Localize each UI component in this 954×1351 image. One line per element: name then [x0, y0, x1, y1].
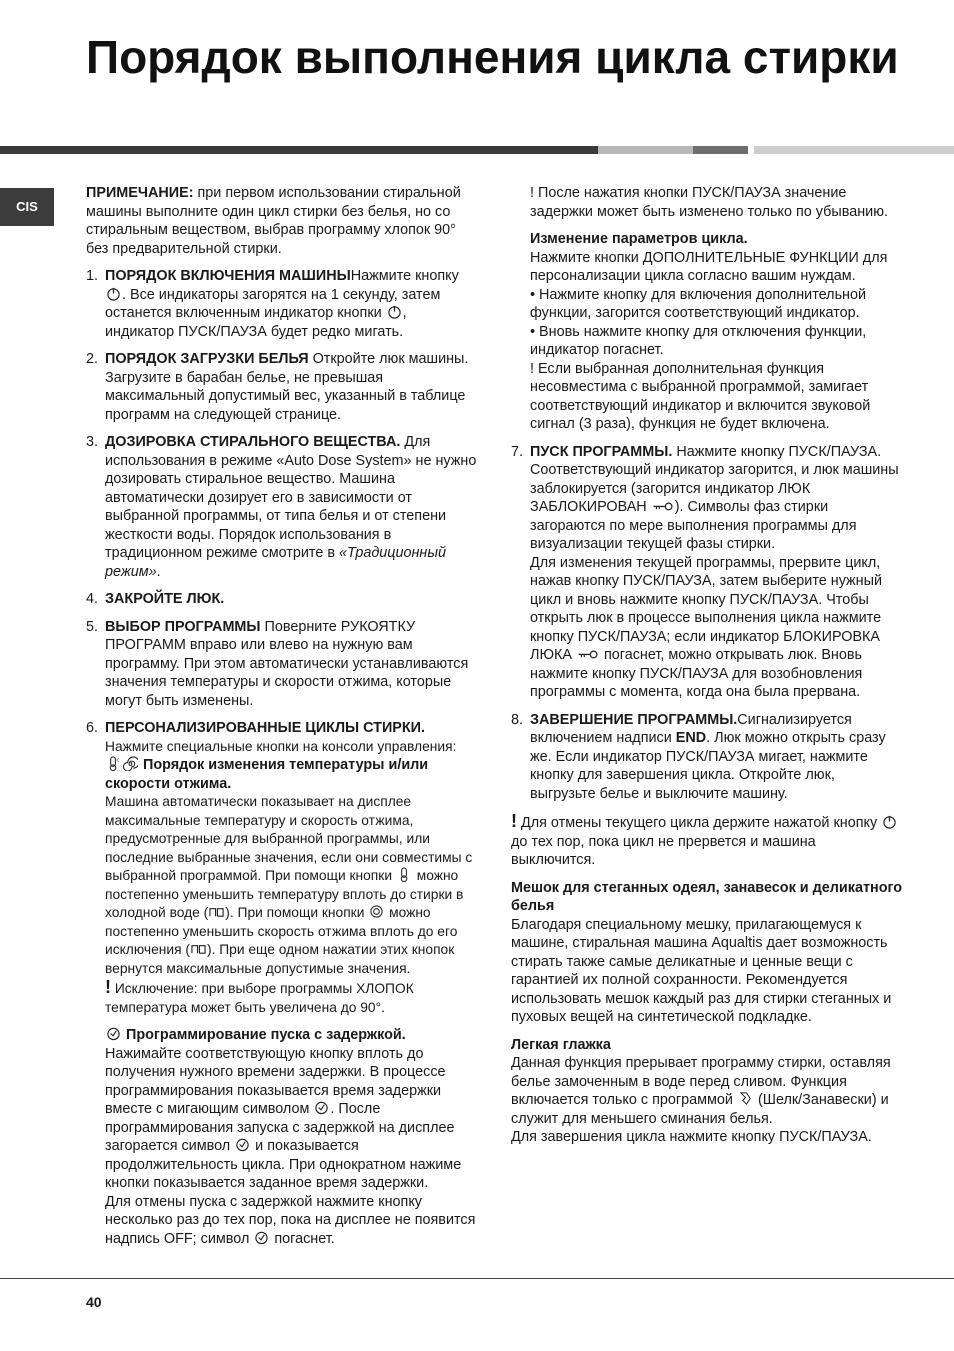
- page-number: 40: [86, 1294, 102, 1310]
- step-title: ДОЗИРОВКА СТИРАЛЬНОГО ВЕЩЕСТВА.: [105, 434, 401, 450]
- step-text: . Все индикаторы загорятся на 1 секунду, затем останется включенным индикатор кнопки: [105, 286, 441, 321]
- temperature-icon: [106, 756, 121, 771]
- step-text: , индикатор ПУСК/ПАУЗА будет редко мигать.: [105, 305, 407, 340]
- step-title: ЗАВЕРШЕНИЕ ПРОГРАММЫ.: [530, 711, 738, 728]
- step-text: Откройте люк машины. Загрузите в барабан белье, не превышая максимальный допустимый вес, указанный в таблице программ на следующей странице.: [105, 351, 469, 423]
- silk-curtains-icon: [738, 1091, 753, 1106]
- off-symbol-icon: [209, 904, 224, 919]
- warning-icon: !: [105, 977, 111, 997]
- door-lock-icon: [652, 498, 674, 513]
- header-rule-segment: [598, 146, 693, 154]
- warning-icon: !: [511, 811, 517, 831]
- cancel-cycle-note: [511, 812, 903, 870]
- header-rule-segment: [754, 146, 954, 154]
- iron-title: Легкая глажка: [511, 1036, 611, 1053]
- step-title: ПОРЯДОК ВКЛЮЧЕНИЯ МАШИНЫ: [105, 268, 351, 284]
- step-number: 8.: [511, 711, 524, 728]
- step-italic-ref: «Традиционный режим»: [105, 545, 446, 580]
- step-text: Для завершения цикла нажмите кнопку ПУСК/ПАУЗА.: [511, 1129, 872, 1145]
- svg-text:c: c: [116, 757, 120, 764]
- iron-section: [511, 1036, 903, 1147]
- temp-spin-text: [105, 793, 478, 1017]
- note-label: ПРИМЕЧАНИЕ:: [86, 185, 194, 201]
- step-3: [86, 433, 478, 581]
- step-text: ). При еще одном нажатии этих кнопок вернутся максимальные допустимые значения.: [105, 942, 455, 976]
- bag-text: Благодаря специальному мешку, прилагающемуся к машине, стиральная машина Aqualtis дает возможность стирать также самые деликатные и ценные вещи с гарантией их полной сохранности. Рекомендуется использовать мешок каждый раз для стирки стеганных и пуховых вещей на синтетической подкладке.: [511, 916, 892, 1025]
- step-text: Сигнализируется включением надписи: [530, 711, 852, 746]
- power-icon: [387, 304, 402, 319]
- door-lock-icon: [577, 646, 599, 661]
- bullet-item: • Нажмите кнопку для включения дополнительной функции, загорится соответствующий индикатор.: [530, 286, 867, 321]
- step-number: 6.: [86, 720, 99, 736]
- note-text: при первом использовании стиральной машины выполните один цикл стирки без белья, но со стиральным веществом, выбрав программу хлопок 90° без предварительной стирки.: [86, 185, 461, 257]
- change-params-text: Нажмите кнопки ДОПОЛНИТЕЛЬНЫЕ ФУНКЦИИ для персонализации цикла согласно вашим нуждам.: [530, 249, 888, 284]
- temp-spin-title: Порядок изменения температуры и/или скорости отжима.: [105, 757, 429, 792]
- delay-icon: [235, 1137, 250, 1152]
- step-text: Для изменения текущей программы, прервите цикл, нажав кнопку ПУСК/ПАУЗА, затем выберите нужный цикл и вновь нажмите кнопку ПУСК/ПАУЗА. Чтобы открыть люк в процессе выполнения цикла нажмите кнопку ПУСК/ПАУЗА; если индикатор БЛОКИРОВКА ЛЮКА: [530, 554, 883, 663]
- step-text: .: [156, 563, 161, 580]
- delay-icon: [314, 1100, 329, 1115]
- step-text: Данная функция прерывает программу стирки, оставляя белье замоченным в воде перед сливом. Функция включается только с программой: [511, 1055, 891, 1108]
- delay-title: Программирование пуска с задержкой.: [122, 1027, 406, 1043]
- step-title: ПОРЯДОК ЗАГРУЗКИ БЕЛЬЯ: [105, 351, 309, 367]
- delay-icon: [106, 1026, 121, 1041]
- step-text: и показывается продолжительность цикла. При однократном нажиме кнопки показывается заданное время задержки.: [105, 1138, 462, 1191]
- left-column: [86, 184, 478, 1257]
- power-icon: [106, 286, 121, 301]
- change-params-title: Изменение параметров цикла.: [530, 231, 748, 247]
- spin-icon: [123, 756, 138, 771]
- step-8: [511, 711, 903, 804]
- end-word: END: [675, 730, 707, 746]
- delay-heading: [105, 1026, 478, 1045]
- step-text: Для использования в режиме «Auto Dose System» не нужно дозировать стиральное вещество. Машина автоматически дозирует его в зависимости от выбранной программы, от типа белья и от степени жесткости воды. Порядок использования в традиционном режиме смотрите в: [105, 434, 477, 561]
- step-text: (Шелк/Занавески) и служит для меньшего сминания белья.: [511, 1092, 889, 1127]
- step-title: ВЫБОР ПРОГРАММЫ: [105, 618, 261, 635]
- step-text: погаснет, можно открывать люк. Вновь нажмите кнопку ПУСК/ПАУЗА для возобновления программы с момента, когда она была прервана.: [530, 647, 863, 700]
- step-number: 4.: [86, 591, 99, 607]
- step-number: 3.: [86, 434, 99, 450]
- incompatible-warning: ! Если выбранная дополнительная функция несовместима с выбранной программой, замигает соответствующий индикатор и включится звуковой сигнал (3 раза), функция не будет включена.: [530, 360, 871, 432]
- step-number: 7.: [511, 443, 524, 460]
- power-icon: [882, 814, 897, 829]
- step-title: ЗАКРОЙТЕ ЛЮК.: [105, 591, 225, 607]
- step-text: . Люк можно открыть сразу же. Если индикатор ПУСК/ПАУЗА мигает, нажмите кнопку для завершения цикла. Откройте люк, выгрузьте белье и выключите машину.: [530, 730, 886, 802]
- delay-after-start-note: ! После нажатия кнопки ПУСК/ПАУЗА значение задержки может быть изменено только по убыванию.: [530, 185, 889, 220]
- step-5: [86, 618, 478, 711]
- step-title: ПЕРСОНАЛИЗИРОВАННЫЕ ЦИКЛЫ СТИРКИ.: [105, 720, 426, 736]
- temperature-icon: [397, 867, 412, 882]
- language-tab: CIS: [0, 188, 54, 226]
- change-params-heading: [530, 230, 903, 249]
- step-7: [511, 443, 903, 702]
- note-paragraph: [86, 184, 478, 258]
- step-text: ). Символы фаз стирки загораются по мере выполнения программы для визуализации текущей фазы стирки.: [530, 499, 857, 552]
- step-2: [86, 350, 478, 424]
- spin-icon: [369, 904, 384, 919]
- step-text: Исключение: при выборе программы ХЛОПОК температура может быть увеличена до 90°.: [105, 981, 414, 1015]
- step-text: погаснет.: [270, 1230, 335, 1247]
- step-number: 2.: [86, 351, 99, 367]
- delay-icon: [254, 1230, 269, 1245]
- step-4: [86, 590, 478, 609]
- step-text: можно постепенно уменьшить температуру вплоть до стирки в холодной воде (: [105, 868, 464, 920]
- temp-spin-heading: [105, 756, 478, 793]
- step-6: [86, 719, 478, 1248]
- header-rule-segment: [693, 146, 748, 154]
- step-number: 1.: [86, 268, 99, 284]
- bag-section: [511, 879, 903, 1027]
- step-text: Машина автоматически показывает на дисплее максимальные температуру и скорость отжима, предусмотренные для выбранной программы, или последние выбранные значения, если они совместимы с выбранной программой. При помощи кнопки: [105, 794, 473, 883]
- footer-rule: [0, 1278, 954, 1279]
- step-text: Для отмены пуска с задержкой нажмите кнопку несколько раз до тех пор, пока на дисплее не появится надпись OFF; символ: [105, 1193, 476, 1247]
- step-text: Для отмены текущего цикла держите нажатой кнопку: [517, 815, 882, 831]
- bullet-item: • Вновь нажмите кнопку для отключения функции, индикатор погаснет.: [530, 323, 867, 358]
- step-intro: Нажмите специальные кнопки на консоли управления:: [105, 738, 457, 754]
- delay-text: [105, 1045, 478, 1249]
- step-text: Поверните РУКОЯТКУ ПРОГРАММ вправо или влево на нужную вам программу. При этом автоматически устанавливаются значения температуры и скорости отжима, которые могут быть изменены.: [105, 618, 469, 709]
- step-text: Нажмите кнопку: [350, 268, 459, 284]
- step-text: до тех пор, пока цикл не прервется и машина выключится.: [511, 833, 816, 868]
- step-number: 5.: [86, 618, 99, 635]
- header-rule: [0, 146, 598, 154]
- step-text: ). При помощи кнопки: [225, 905, 369, 920]
- step-text: можно постепенно уменьшить скорость отжима вплоть до его исключения (: [105, 905, 458, 957]
- step-text: Нажимайте соответствующую кнопку вплоть до получения нужного времени задержки. В процессе программирования показывается время задержки вместе с мигающим символом: [105, 1045, 446, 1117]
- step-text: Нажмите кнопку ПУСК/ПАУЗА. Соответствующий индикатор загорится, и люк машины заблокируется (загорится индикатор ЛЮК ЗАБЛОКИРОВАН: [530, 443, 899, 515]
- step-1: [86, 267, 478, 341]
- bag-title: Мешок для стеганных одеял, занавесок и деликатного белья: [511, 879, 903, 914]
- off-symbol-icon: [191, 941, 206, 956]
- right-column: [511, 184, 903, 1156]
- page-title: Порядок выполнения цикла стирки: [86, 31, 899, 83]
- step-title: ПУСК ПРОГРАММЫ.: [530, 443, 673, 460]
- step-text: . После программирования запуска с задержкой на дисплее загорается символ: [105, 1101, 455, 1154]
